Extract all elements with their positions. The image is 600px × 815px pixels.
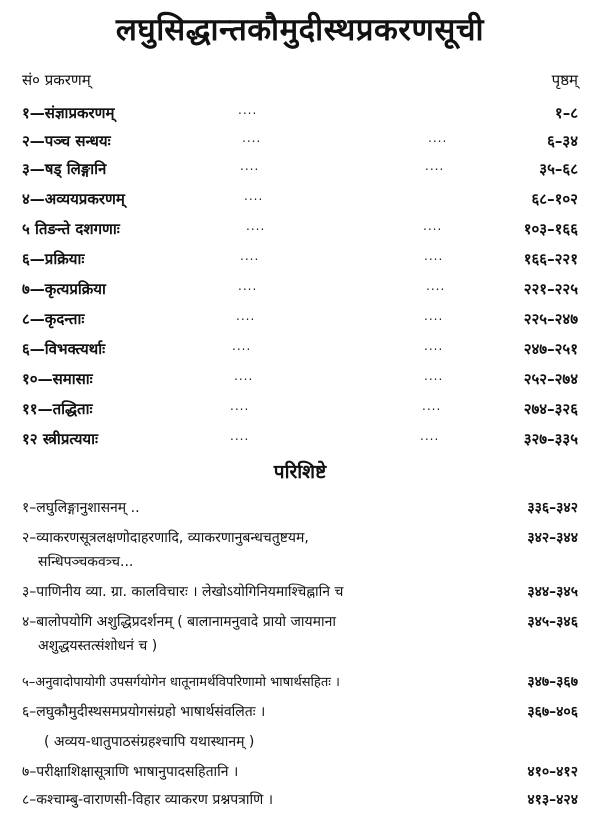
appendix-label: ६–लघुकौमुदीस्थसमप्रयोगसंग्रहो भाषार्थसंवलितः । [22, 704, 266, 720]
chapter-pages: २७४–३२६ [523, 400, 578, 418]
chapter-row [0, 219, 600, 243]
leader-dots: .... [424, 369, 444, 383]
chapter-pages: २५२–२७४ [523, 370, 578, 388]
leader-dots: .... [240, 159, 260, 173]
chapter-pages: ३२७–३३५ [523, 430, 578, 448]
leader-dots: .... [236, 309, 256, 323]
appendix-title: परिशिष्टे [273, 461, 327, 483]
appendix-label: ७–परीक्षाशिक्षासूत्राणि भाषानुपादसहितानि । [22, 764, 239, 780]
appendix-row [0, 612, 600, 656]
leader-dots: .... [424, 309, 444, 323]
chapter-row [0, 159, 600, 183]
appendix-pages: ४१०–४१२ [527, 764, 578, 780]
chapter-pages: ६–३४ [547, 132, 578, 150]
chapter-label: १०—समासाः [22, 370, 93, 388]
leader-dots: .... [242, 131, 262, 145]
chapter-pages: ३५–६८ [539, 160, 578, 178]
leader-dots: .... [240, 249, 260, 263]
appendix-pages: ३३६–३४२ [527, 500, 578, 516]
leader-dots: .... [238, 279, 258, 293]
chapter-label: ८—कृदन्ताः [22, 310, 85, 328]
chapter-label: ६—विभक्त्यर्थाः [22, 340, 106, 358]
leader-dots: .... [424, 339, 444, 353]
appendix-row [0, 498, 600, 520]
leader-dots: .... [424, 249, 444, 263]
leader-dots: .... [423, 219, 443, 233]
chapter-row [0, 131, 600, 155]
chapter-label: ११—तद्धिताः [22, 400, 93, 418]
leader-dots: .... [425, 159, 445, 173]
appendix-pages: ३४४–३४५ [527, 584, 578, 600]
appendix-row [0, 762, 600, 784]
chapter-row [0, 309, 600, 333]
appendix-label: १–लघुलिङ्गानुशासनम् .. [22, 500, 140, 516]
chapter-label: ३—षड् लिङ्गानि [22, 160, 107, 178]
chapter-label: ४—अव्ययप्रकरणम् [22, 190, 125, 208]
leader-dots: .... [234, 369, 254, 383]
chapter-row [0, 339, 600, 363]
leader-dots: .... [230, 429, 250, 443]
appendix-label: ५–अनुवादोपायोगी उपसर्गयोगेन धातूनामर्थविपरिणामो भाषार्थसहितः । [22, 675, 340, 690]
appendix-row [0, 582, 600, 604]
appendix-pages: ४१३–४२४ [527, 792, 578, 808]
chapter-row [0, 249, 600, 273]
chapter-pages: १०३–१६६ [523, 220, 578, 238]
chapter-row [0, 279, 600, 303]
appendix-row [0, 732, 600, 754]
appendix-row [0, 702, 600, 724]
appendix-label: ४–बालोपयोगि अशुद्धिप्रदर्शनम् ( बालानामनुवादे प्रायो जायमाना [22, 614, 337, 630]
leader-dots: .... [232, 339, 252, 353]
leader-dots: .... [422, 399, 442, 413]
chapter-label: ५ तिङन्ते दशगणाः [22, 220, 120, 238]
appendix-row [0, 528, 600, 572]
chapter-label: ६—प्रक्रियाः [22, 250, 85, 268]
leader-dots: .... [230, 399, 250, 413]
leader-dots: .... [244, 189, 264, 203]
appendix-label: ८–कश्चाम्बु-वाराणसी-विहार व्याकरण प्रश्नपत्राणि । [22, 792, 274, 808]
appendix-label-continued: अशुद्धयस्तत्संशोधनं च ) [38, 638, 158, 654]
chapter-row [0, 429, 600, 453]
appendix-pages: ३४७–३६७ [527, 674, 578, 690]
appendix-pages: ३४२–३४४ [527, 530, 578, 546]
chapter-label: १—संज्ञाप्रकरणम् [22, 104, 115, 122]
chapter-label: ७—कृत्यप्रक्रिया [22, 280, 106, 298]
appendix-note: ( अव्यय-धातुपाठसंग्रहश्चापि यथास्थानम् ) [44, 734, 255, 750]
appendix-row [0, 672, 600, 694]
chapter-pages: २२५–२४७ [523, 310, 578, 328]
chapter-row [0, 369, 600, 393]
appendix-pages: ३६७–४०६ [527, 704, 578, 720]
appendix-label-continued: सन्धिपञ्चकवत्र्च... [38, 554, 134, 570]
appendix-label: २–व्याकरणसूत्रलक्षणोदाहरणादि, व्याकरणानुबन्धचतुष्टयम, [22, 530, 309, 546]
chapter-pages: २२१–२२५ [523, 280, 578, 298]
chapter-pages: १–८ [554, 104, 578, 122]
header-page: पृष्ठम् [551, 71, 578, 89]
chapter-label: २—पञ्च सन्धयः [22, 132, 111, 150]
leader-dots: .... [426, 279, 446, 293]
header-serial-chapter: सं० प्रकरणम् [22, 71, 91, 89]
appendix-label: ३–पाणिनीय व्या. ग्रा. कालविचारः । लेखोऽयोगिनियमाश्चिह्नानि च [22, 584, 344, 600]
chapter-pages: २४७–२५१ [523, 340, 578, 358]
leader-dots: .... [428, 131, 448, 145]
page-title: लघुसिद्धान्तकौमुदीस्थप्रकरणसूची [115, 12, 485, 48]
appendix-pages: ३४५–३४६ [527, 614, 578, 630]
chapter-pages: १६६–२२१ [523, 250, 578, 268]
chapter-pages: ६८–१०२ [531, 190, 578, 208]
chapter-row [0, 103, 600, 127]
leader-dots: .... [420, 429, 440, 443]
appendix-row [0, 790, 600, 812]
leader-dots: .... [246, 219, 266, 233]
chapter-row [0, 399, 600, 423]
chapter-row [0, 189, 600, 213]
chapter-label: १२ स्त्रीप्रत्ययाः [22, 430, 99, 448]
leader-dots: .... [238, 103, 258, 117]
